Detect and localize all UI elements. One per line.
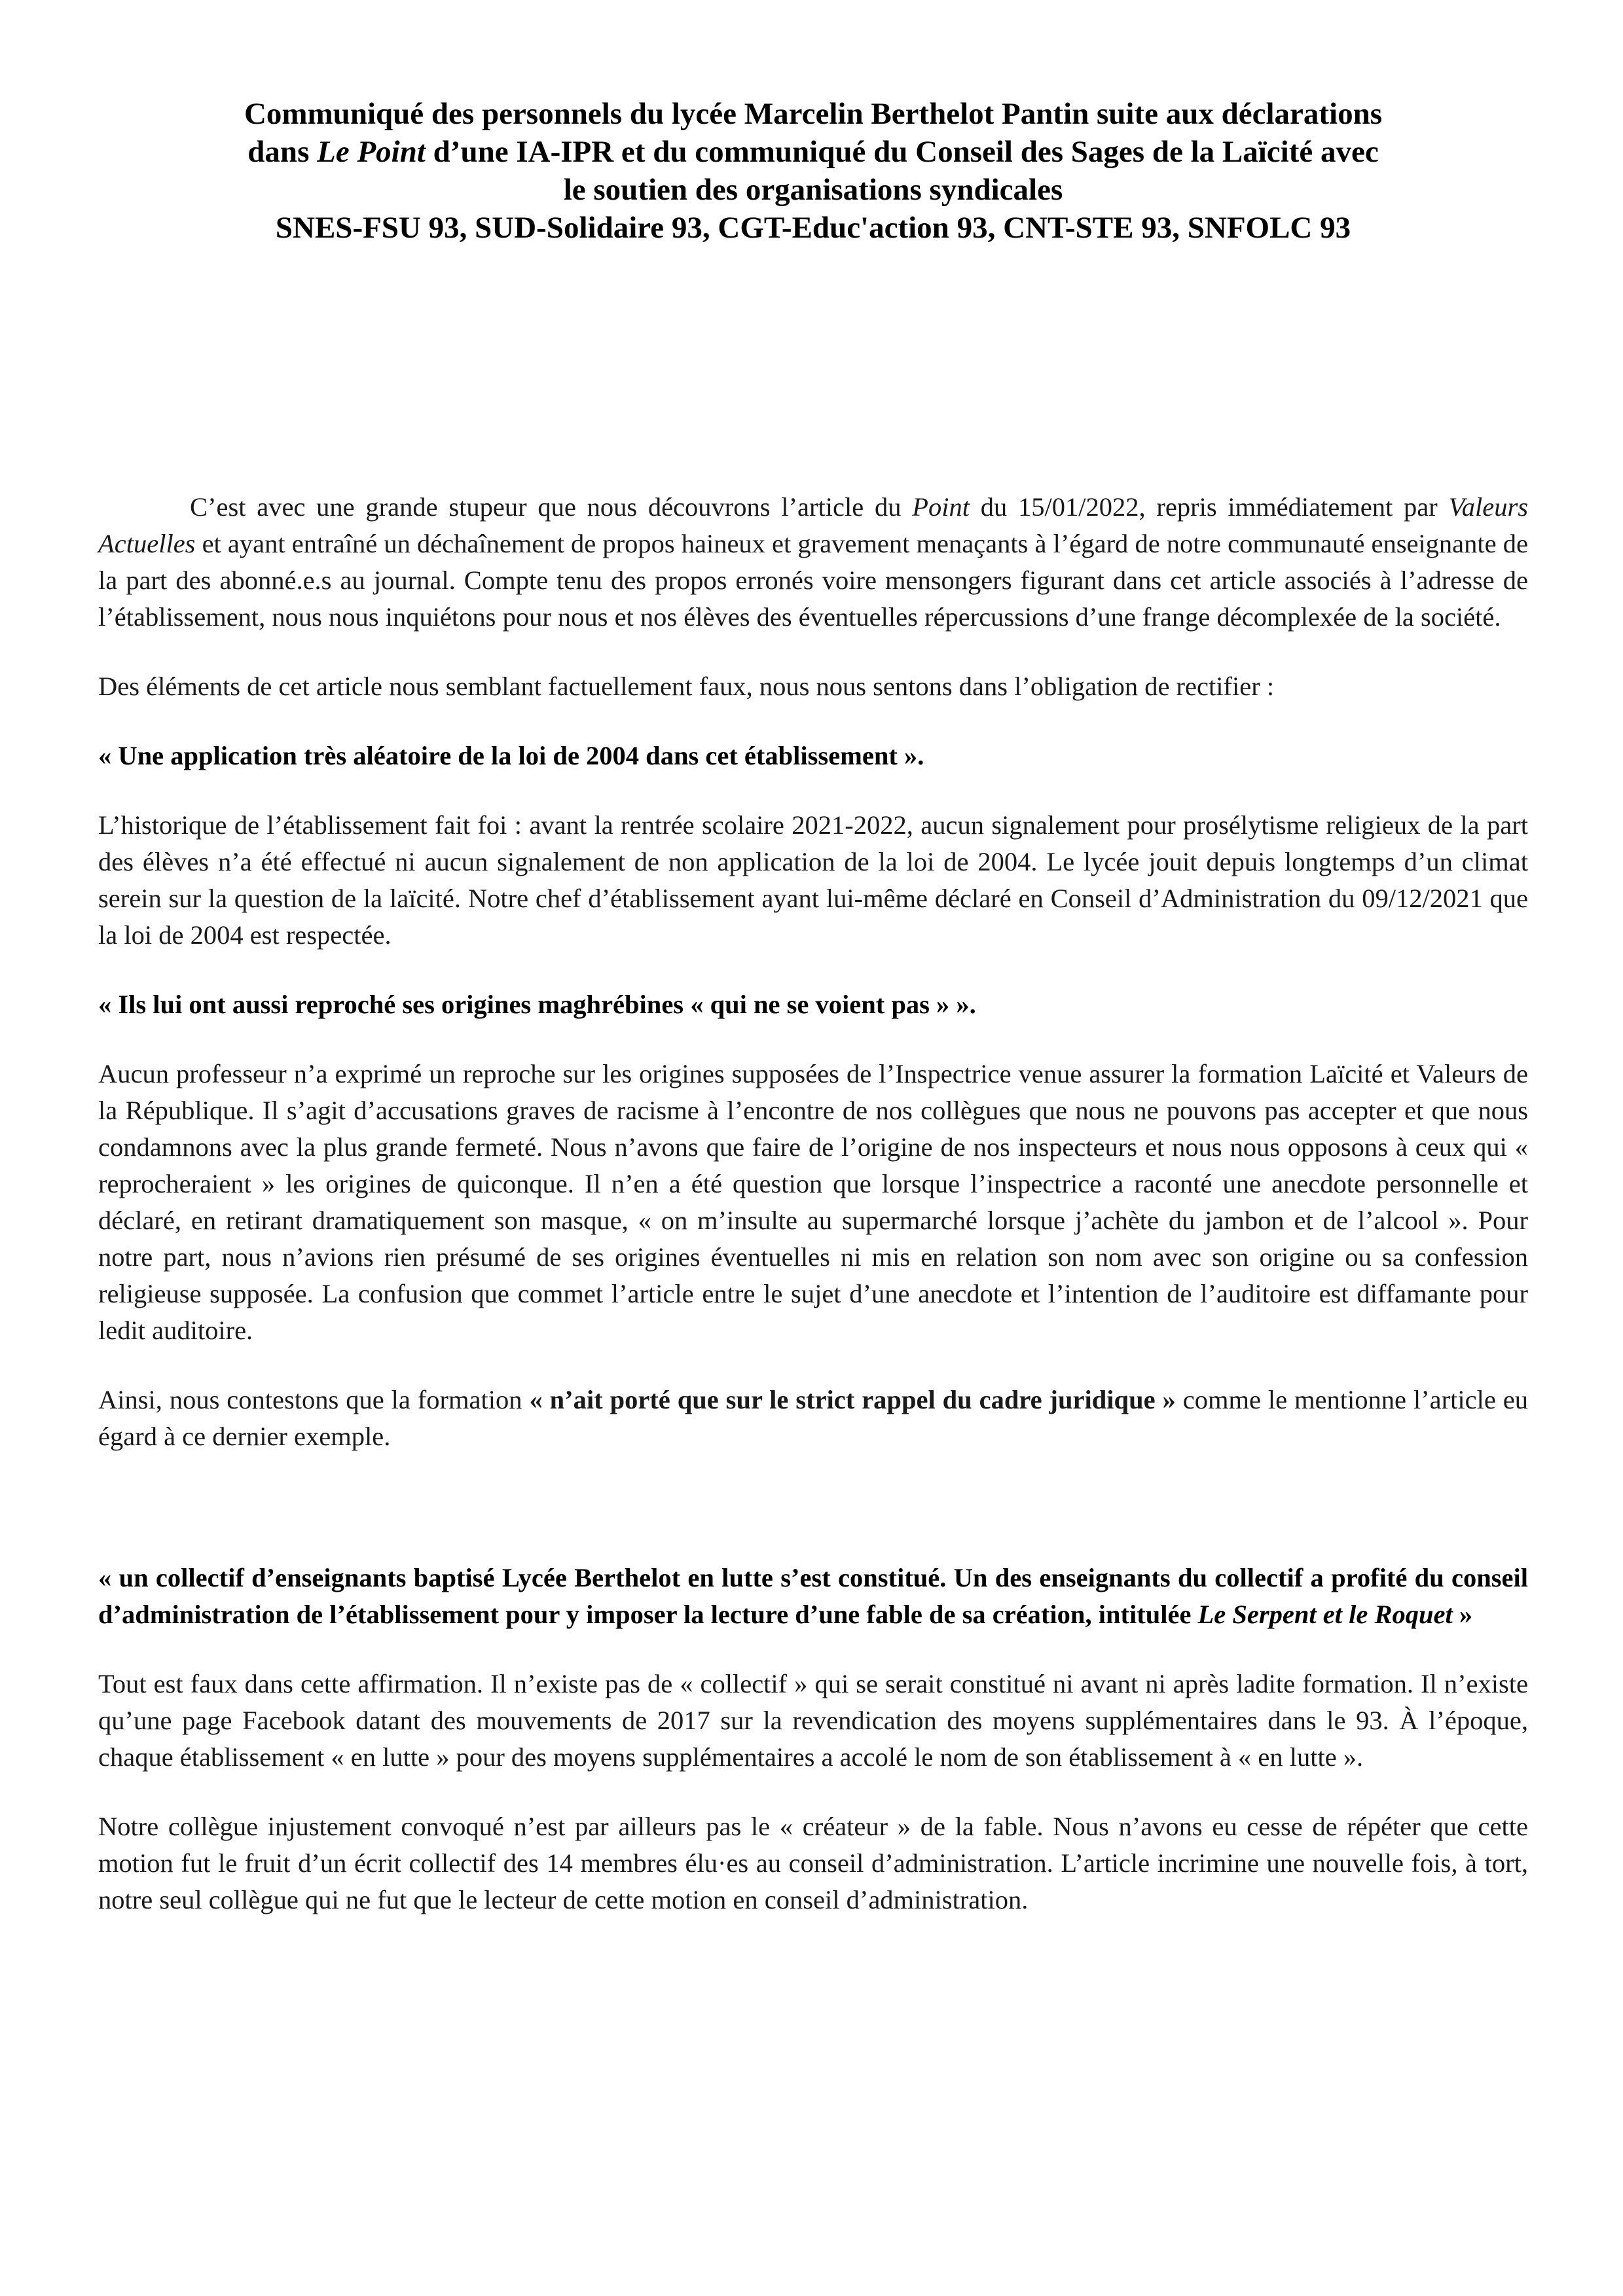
ainsi-bold-quote: « n’ait porté que sur le strict rappel du cadre juridique » bbox=[529, 1385, 1176, 1414]
collectif-text-2: » bbox=[1452, 1600, 1473, 1629]
collectif-text-1: « un collectif d’enseignants baptisé Lycée Berthelot en lutte s’est constitué. Un des enseignants du collectif a profité du conseil d’administration de l’établissement pour y imposer la lecture d’une fable de sa création, intitulée bbox=[98, 1563, 1528, 1629]
paragraph-rectify: Des éléments de cet article nous semblant factuellement faux, nous nous sentons dans l’obligation de rectifier : bbox=[98, 672, 1275, 701]
title-le-point: Le Point bbox=[317, 135, 426, 169]
quote-application-loi: « Une application très aléatoire de la loi de 2004 dans cet établissement ». bbox=[98, 741, 924, 770]
ainsi-text-1: Ainsi, nous contestons que la formation bbox=[98, 1385, 530, 1414]
document-page bbox=[98, 95, 1528, 1918]
paragraph-tout-est-faux: Tout est faux dans cette affirmation. Il n’existe pas de « collectif » qui se serait constitué ni avant ni après ladite formation. Il n’existe qu’une page Facebook datant des mouvements de 2017 sur la revendication des moyens supplémentaires dans le 93. À l’époque, chaque établissement « en lutte » pour des moyens supplémentaires a accolé le nom de son établissement à « en lutte ». bbox=[98, 1669, 1528, 1772]
title-line-2-end: d’une IA-IPR et du communiqué du Conseil des Sages de la Laïcité avec bbox=[425, 135, 1379, 169]
title-spacer bbox=[98, 247, 1528, 489]
title-line-2-start: dans bbox=[247, 135, 318, 169]
paragraph-historique: L’historique de l’établissement fait foi : avant la rentrée scolaire 2021-2022, aucun signalement pour prosélytisme religieux de la part des élèves n’a été effectué ni aucun signalement de non application de la loi de 2004. Le lycée jouit depuis longtemps d’un climat serein sur la question de la laïcité. Notre chef d’établissement ayant lui-même déclaré en Conseil d’Administration du 09/12/2021 que la loi de 2004 est respectée. bbox=[98, 810, 1528, 950]
paragraph-createur: Notre collègue injustement convoqué n’est par ailleurs pas le « créateur » de la fable. Nous n’avons eu cesse de répéter que cette motion fut le fruit d’un écrit collectif des 14 membres élu·es au conseil d’administration. L’article incrimine une nouvelle fois, à tort, notre seul collègue qui ne fut que le lecteur de cette motion en conseil d’administration. bbox=[98, 1812, 1528, 1914]
document-title bbox=[98, 95, 1528, 247]
title-line-3: le soutien des organisations syndicales bbox=[563, 173, 1063, 207]
title-line-4-unions: SNES-FSU 93, SUD-Solidaire 93, CGT-Educ'action 93, CNT-STE 93, SNFOLC 93 bbox=[275, 211, 1351, 245]
intro-point-italic: Point bbox=[912, 492, 970, 522]
title-line-1: Communiqué des personnels du lycée Marcelin Berthelot Pantin suite aux déclarations bbox=[244, 97, 1383, 131]
paragraph-intro bbox=[98, 489, 1528, 636]
intro-text-3: et ayant entraîné un déchaînement de propos haineux et gravement menaçants à l’égard de notre communauté enseignante de la part des abonné.e.s au journal. Compte tenu des propos erronés voire mensongers figurant dans cet article associés à l’adresse de l’établissement, nous nous inquiétons pour nous et nos élèves des éventuelles répercussions d’une frange décomplexée de la société. bbox=[98, 529, 1528, 632]
intro-valeurs-italic: Valeurs Actuelles bbox=[98, 492, 1528, 558]
intro-text-2: du 15/01/2022, repris immédiatement par bbox=[969, 492, 1449, 522]
ainsi-text-2: comme le mentionne l’article eu égard à ce dernier exemple. bbox=[98, 1385, 1529, 1451]
paragraph-ainsi bbox=[98, 1382, 1528, 1455]
paragraph-aucun-professeur: Aucun professeur n’a exprimé un reproche sur les origines supposées de l’Inspectrice venue assurer la formation Laïcité et Valeurs de la République. Il s’agit d’accusations graves de racisme à l’encontre de nos collègues que nous ne pouvons pas accepter et que nous condamnons avec la plus grande fermeté. Nous n’avons que faire de l’origine de nos inspecteurs et nous nous opposons à ceux qui « reprocheraient » les origines de quiconque. Il n’en a été question que lorsque l’inspectrice a raconté une anecdote personnelle et déclaré, en retirant dramatiquement son masque, « on m’insulte au supermarché lorsque j’achète du jambon et de l’alcool ». Pour notre part, nous n’avions rien présumé de ses origines éventuelles ni mis en relation son nom avec son origine ou sa confession religieuse supposée. La confusion que commet l’article entre le sujet d’une anecdote et l’intention de l’auditoire est diffamante pour ledit auditoire. bbox=[98, 1059, 1528, 1345]
title-line-2 bbox=[98, 133, 1528, 171]
fable-title-italic: Le Serpent et le Roquet bbox=[1197, 1600, 1453, 1629]
quote-origines: « Ils lui ont aussi reproché ses origines maghrébines « qui ne se voient pas » ». bbox=[98, 990, 976, 1019]
intro-text-1: C’est avec une grande stupeur que nous découvrons l’article du bbox=[190, 492, 913, 522]
quote-collectif bbox=[98, 1560, 1528, 1633]
